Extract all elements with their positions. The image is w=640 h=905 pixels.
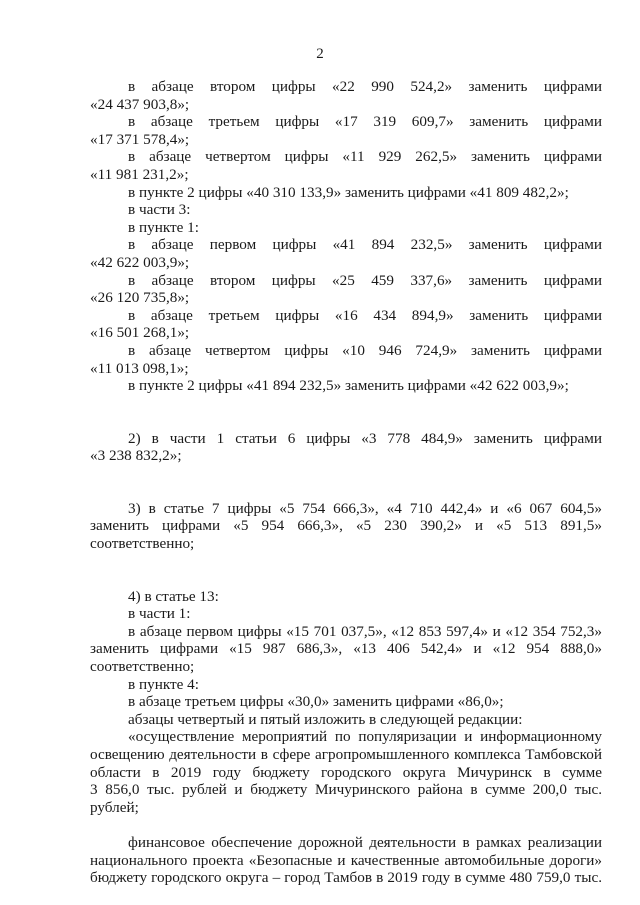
- text-line: в пункте 1:: [128, 218, 199, 236]
- text-line: в части 3:: [128, 201, 191, 219]
- text-line: соответственно;: [90, 658, 195, 676]
- text-line: в пункте 2 цифры «41 894 232,5» заменить цифрами «42 622 003,9»;: [128, 377, 569, 395]
- paragraph-gap: [90, 816, 602, 834]
- text-line: финансовое обеспечение дорожной деятельности в рамках реализации: [128, 833, 602, 851]
- paragraph-gap: [90, 395, 602, 430]
- text-line: заменить цифрами «5 954 666,3», «5 230 390,2» и «5 513 891,5»: [90, 517, 602, 535]
- text-line: «17 371 578,4»;: [90, 130, 190, 148]
- text-line: заменить цифрами «15 987 686,3», «13 406 542,4» и «12 954 888,0»: [90, 640, 602, 658]
- text-line: в абзаце втором цифры «22 990 524,2» заменить цифрами: [128, 78, 602, 95]
- page-number: 2: [316, 46, 324, 62]
- text-line: 4) в статье 13:: [128, 587, 219, 605]
- text-line: 3 856,0 тыс. рублей и бюджету Мичуринского района в сумме 200,0 тыс.: [90, 781, 602, 799]
- text-line: области в 2019 году бюджету городского округа Мичуринск в сумме: [90, 763, 602, 781]
- text-line: «42 622 003,9»;: [90, 253, 190, 271]
- text-line: 2) в части 1 статьи 6 цифры «3 778 484,9» заменить цифрами: [128, 429, 602, 447]
- text-line: «16 501 268,1»;: [90, 324, 190, 342]
- text-line: освещению деятельности в сфере агропромышленного комплекса Тамбовской: [90, 746, 602, 763]
- text-line: в абзаце втором цифры «25 459 337,6» заменить цифрами: [128, 271, 602, 289]
- text-line: «осуществление мероприятий по популяризации и информационному: [128, 728, 602, 746]
- text-line: «11 013 098,1»;: [90, 359, 189, 377]
- text-line: в абзаце первом цифры «15 701 037,5», «12 853 597,4» и «12 354 752,3»: [128, 622, 602, 640]
- text-line: рублей;: [90, 798, 139, 816]
- text-line: 3) в статье 7 цифры «5 754 666,3», «4 710 442,4» и «6 067 604,5»: [128, 499, 602, 517]
- text-line: в абзаце третьем цифры «16 434 894,9» заменить цифрами: [128, 306, 602, 324]
- text-line: национального проекта «Безопасные и качественные автомобильные дороги»: [90, 851, 602, 869]
- text-line: в абзаце третьем цифры «30,0» заменить цифрами «86,0»;: [128, 693, 504, 711]
- text-line: в абзаце четвертом цифры «11 929 262,5» заменить цифрами: [128, 148, 602, 166]
- paragraph-gap: [90, 553, 602, 588]
- text-line: «11 981 231,2»;: [90, 165, 189, 183]
- document-body: [90, 78, 602, 887]
- text-line: «24 437 903,8»;: [90, 95, 190, 113]
- text-line: в части 1:: [128, 605, 191, 623]
- text-line: бюджету городского округа – город Тамбов в 2019 году в сумме 480 759,0 тыс.: [90, 869, 602, 887]
- text-line: в пункте 4:: [128, 675, 199, 693]
- text-line: в пункте 2 цифры «40 310 133,9» заменить цифрами «41 809 482,2»;: [128, 183, 569, 201]
- text-line: в абзаце первом цифры «41 894 232,5» заменить цифрами: [128, 236, 602, 254]
- text-line: абзацы четвертый и пятый изложить в следующей редакции:: [128, 710, 523, 728]
- text-line: «26 120 735,8»;: [90, 289, 190, 307]
- text-line: в абзаце третьем цифры «17 319 609,7» заменить цифрами: [128, 113, 602, 131]
- text-line: соответственно;: [90, 535, 195, 553]
- text-line: в абзаце четвертом цифры «10 946 724,9» заменить цифрами: [128, 341, 602, 359]
- text-line: «3 238 832,2»;: [90, 447, 182, 465]
- paragraph-gap: [90, 465, 602, 500]
